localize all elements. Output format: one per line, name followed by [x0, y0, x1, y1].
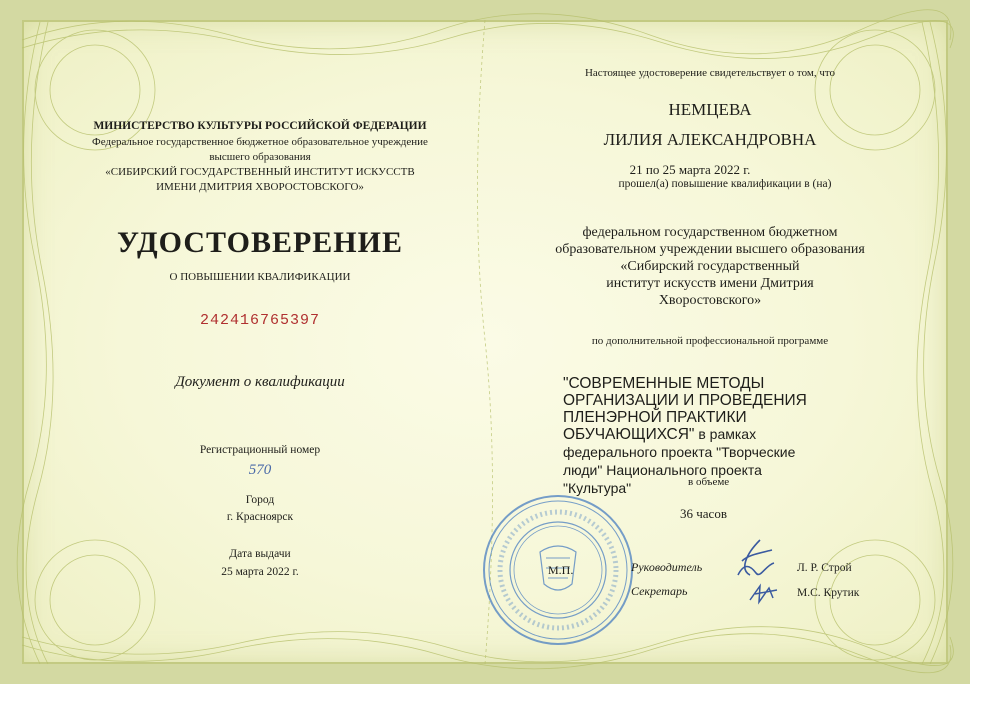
program-title-line-7: "Культура"	[563, 480, 632, 496]
organization-line-5: Хворостовского»	[658, 293, 762, 308]
program-title-line-2: ОРГАНИЗАЦИИ И ПРОВЕДЕНИЯ	[563, 392, 807, 409]
head-name: Л. Р. Строй	[797, 562, 852, 574]
volume-label: в объеме	[688, 476, 730, 488]
program-title-line-1: "СОВРЕМЕННЫЕ МЕТОДЫ	[563, 375, 765, 392]
secretary-label: Секретарь	[631, 584, 688, 598]
holder-name: ЛИЛИЯ АЛЕКСАНДРОВНА	[603, 130, 817, 149]
seal-place-label: М.П.	[548, 563, 574, 577]
registration-number: 570	[248, 462, 272, 478]
program-title-line-4: ОБУЧАЮЩИХСЯ" в рамках	[563, 426, 757, 443]
document-subtitle: О ПОВЫШЕНИИ КВАЛИФИКАЦИИ	[169, 271, 351, 283]
document-type: Документ о квалификации	[175, 374, 345, 390]
holder-surname: НЕМЦЕВА	[668, 100, 752, 119]
hours-value: 36 часов	[680, 506, 727, 521]
organization-line-3: «Сибирский государственный	[620, 259, 800, 274]
registration-label: Регистрационный номер	[199, 444, 321, 456]
organization-line-2: образовательном учреждении высшего образования	[555, 242, 865, 257]
training-period: 21 по 25 марта 2022 г.	[629, 162, 751, 177]
passed-training-text: прошел(а) повышение квалификации в (на)	[618, 178, 832, 190]
organization-line-1: федеральном государственном бюджетном	[582, 225, 838, 240]
program-title-line-5: федерального проекта "Творческие	[563, 444, 796, 460]
issue-date-value: 25 марта 2022 г.	[221, 566, 299, 578]
certificate-intro: Настоящее удостоверение свидетельствует о том, что	[584, 67, 836, 79]
serial-number: 242416765397	[199, 312, 321, 329]
document-title: УДОСТОВЕРЕНИЕ	[117, 226, 403, 259]
institution-line-4: ИМЕНИ ДМИТРИЯ ХВОРОСТОВСКОГО»	[156, 181, 364, 193]
program-label: по дополнительной профессиональной программе	[591, 335, 829, 347]
secretary-signature-icon	[745, 578, 785, 608]
head-label: Руководитель	[631, 560, 703, 574]
program-title-line-6: люди" Национального проекта	[563, 462, 762, 478]
institution-line-3: «СИБИРСКИЙ ГОСУДАРСТВЕННЫЙ ИНСТИТУТ ИСКУССТВ	[105, 166, 415, 178]
institution-line-2: высшего образования	[209, 151, 311, 163]
program-title-line-3: ПЛЕНЭРНОЙ ПРАКТИКИ	[563, 409, 747, 426]
city-label: Город	[245, 494, 275, 506]
institution-line-1: Федеральное государственное бюджетное образовательное учреждение	[92, 136, 428, 148]
secretary-name: М.С. Крутик	[797, 587, 860, 599]
ministry-name: МИНИСТЕРСТВО КУЛЬТУРЫ РОССИЙСКОЙ ФЕДЕРАЦИИ	[93, 120, 427, 132]
city-value: г. Красноярск	[226, 511, 294, 523]
organization-line-4: институт искусств имени Дмитрия	[606, 276, 814, 291]
issue-date-label: Дата выдачи	[229, 548, 291, 560]
